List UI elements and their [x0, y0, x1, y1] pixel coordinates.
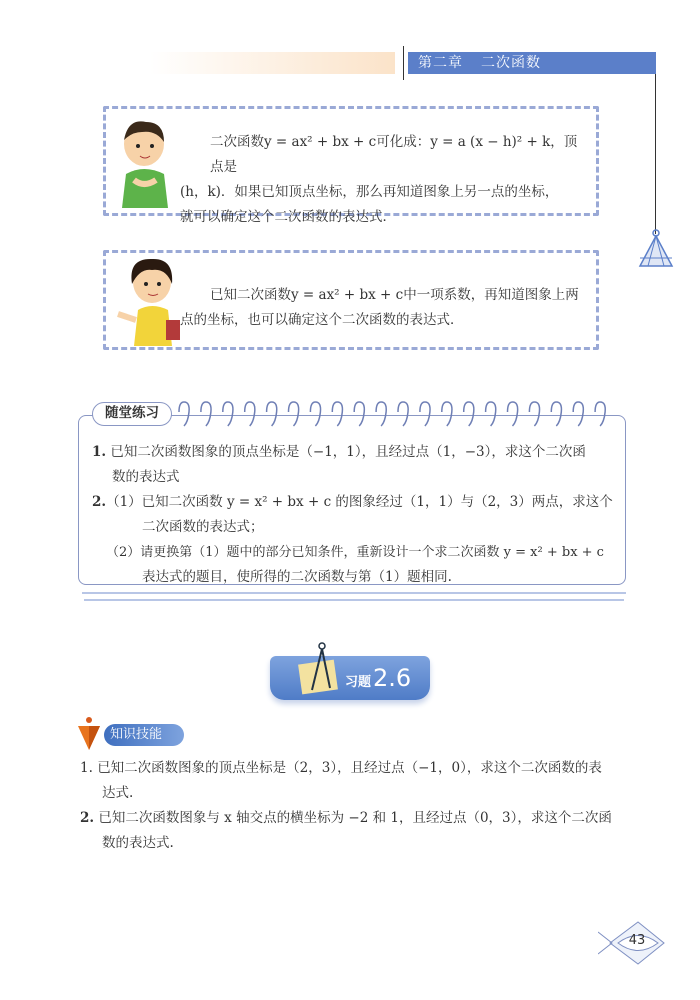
item-text: 数的表达式	[112, 469, 180, 485]
item-text: 已知二次函数图象与 x 轴交点的横坐标为 −2 和 1，且经过点（0，3），求这个二次函	[98, 810, 612, 826]
chapter-header	[408, 52, 656, 74]
notebook-rings	[176, 400, 626, 432]
notebook-ring	[376, 402, 386, 426]
item-text: （1）已知二次函数 y = x² + bx + c 的图象经过（1，1）与（2，3）两点，求这个	[106, 494, 613, 510]
compass-icon	[632, 228, 680, 272]
margin-line	[655, 74, 656, 234]
notebook-ring	[464, 402, 474, 426]
notebook-ring	[310, 402, 320, 426]
tip1-line: 二次函数y = ax² + bx + c可化成：y = a (x − h)² + k，顶点是	[210, 134, 578, 175]
practice-items	[92, 440, 617, 590]
practice-label: 随堂练习	[92, 402, 172, 426]
notebook-ring	[179, 402, 189, 426]
notebook-ring	[223, 402, 233, 426]
tip1-line: 就可以确定这个二次函数的表达式．	[180, 209, 396, 225]
chapter-number: 第二章	[418, 55, 463, 71]
tip2-line: 点的坐标，也可以确定这个二次函数的表达式．	[180, 312, 464, 328]
item-number: 1.	[80, 760, 93, 776]
item-text: 已知二次函数图象的顶点坐标是（2，3），且经过点（−1，0），求这个二次函数的表	[97, 760, 602, 776]
notebook-ring	[267, 402, 277, 426]
page-number: 43	[628, 933, 646, 948]
exercise-item-1	[80, 756, 640, 806]
item-text: （2）请更换第（1）题中的部分已知条件，重新设计一个求二次函数 y = x² + bx + c	[106, 545, 604, 560]
notebook-ring	[551, 402, 561, 426]
tip1-line: (h，k)．如果已知顶点坐标，那么再知道图象上另一点的坐标，	[180, 184, 559, 200]
notebook-ring	[354, 402, 364, 426]
pendulum-icon	[76, 716, 102, 752]
notebook-ring	[245, 402, 255, 426]
practice-item-1	[92, 440, 617, 490]
chapter-title: 二次函数	[481, 55, 541, 71]
header-divider	[403, 46, 404, 80]
exercise-number: 2.6	[373, 664, 412, 692]
item-text: 数的表达式.	[102, 835, 174, 851]
exercise-item-2	[80, 806, 640, 856]
notebook-ring	[420, 402, 430, 426]
notebook-ring	[289, 402, 299, 426]
practice-item-2	[92, 490, 617, 590]
tip1-text	[180, 130, 590, 230]
item-text: 二次函数的表达式；	[142, 519, 264, 535]
notebook-ring	[442, 402, 452, 426]
exercise-title	[345, 664, 411, 692]
exercise-label: 习题	[345, 675, 372, 690]
header-decoration	[150, 52, 395, 74]
girl-illustration	[114, 254, 186, 346]
item-text: 达式.	[102, 785, 134, 801]
notebook-ring	[201, 402, 211, 426]
item-number: 2.	[92, 494, 107, 510]
tip2-line: 已知二次函数y = ax² + bx + c中一项系数，再知道图象上两	[210, 287, 579, 303]
notebook-ring	[529, 402, 539, 426]
item-number: 1.	[92, 444, 107, 460]
notebook-ring	[398, 402, 408, 426]
tip2-text	[180, 283, 590, 333]
notebook-ring	[595, 402, 605, 426]
boy-illustration	[112, 118, 182, 208]
item-text: 已知二次函数图象的顶点坐标是（−1，1），且经过点（1，−3），求这个二次函	[110, 444, 586, 460]
skills-label: 知识技能	[104, 724, 184, 746]
notebook-page-edge	[82, 592, 626, 594]
notebook-ring	[508, 402, 518, 426]
compass-note-icon	[296, 640, 344, 700]
notebook-ring	[332, 402, 342, 426]
notebook-page-edge	[84, 599, 624, 601]
notebook-ring	[573, 402, 583, 426]
item-number: 2.	[80, 810, 95, 826]
notebook-ring	[486, 402, 496, 426]
skills-exercises	[80, 756, 640, 856]
item-text: 表达式的题目，使所得的二次函数与第（1）题相同.	[142, 569, 452, 585]
